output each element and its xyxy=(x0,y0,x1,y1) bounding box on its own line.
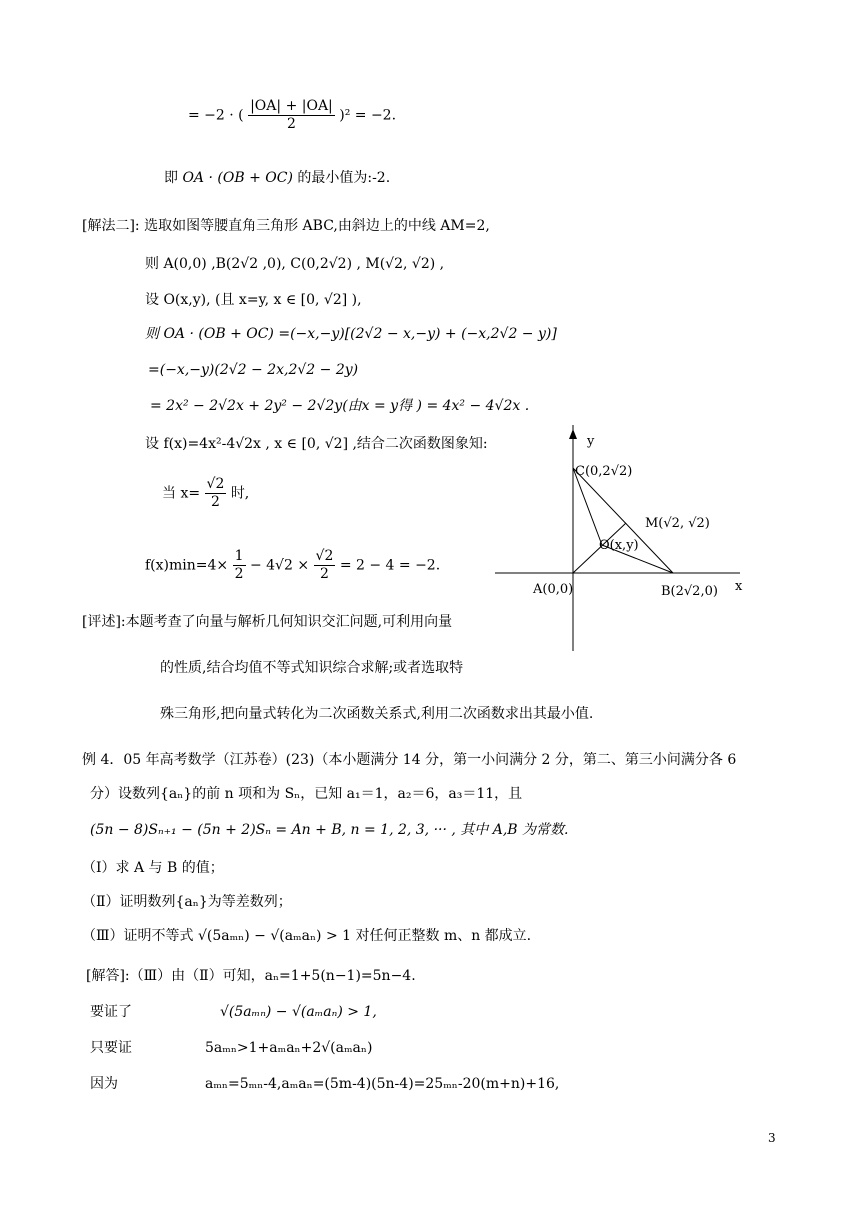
eq1-frac-num: |OA| + |OA| xyxy=(250,98,333,114)
because-expr: aₘₙ=5ₘₙ-4,aₘaₙ=(5m-4)(5n-4)=25ₘₙ-20(m+n)+16, xyxy=(205,1076,560,1092)
comment-line-3: 殊三角形,把向量式转化为二次函数关系式,利用二次函数求出其最小值. xyxy=(160,706,594,722)
l2-prefix: 即 xyxy=(164,170,178,186)
l11-f2-num: √2 xyxy=(315,548,334,564)
example-4-line-2: 分）设数列{aₙ}的前 n 项和为 Sₙ，已知 a₁＝1，a₂＝6，a₃＝11，且 xyxy=(90,786,523,802)
eq1-frac-den: 2 xyxy=(286,115,296,132)
comment-line-1: [评述]:本题考查了向量与解析几何知识交汇问题,可利用向量 xyxy=(82,614,453,630)
coordinates-line: 则 A(0,0) ,B(2√2 ,0), C(0,2√2) , M(√2, √2) , xyxy=(145,256,445,272)
answer-heading: [解答]:（Ⅲ）由（Ⅱ）可知，aₙ=1+5(n−1)=5n−4. xyxy=(86,968,416,984)
l2-expr: OA · (OB + OC) xyxy=(182,170,293,186)
l10-den: 2 xyxy=(210,493,220,510)
l11-fraction-2 xyxy=(314,548,336,583)
prove-label: 要证了 xyxy=(90,1004,132,1020)
method-two-heading: [解法二]: 选取如图等腰直角三角形 ABC,由斜边上的中线 AM=2, xyxy=(82,218,490,234)
triangle-figure xyxy=(495,425,765,655)
y-axis-label: y xyxy=(587,434,595,449)
l11-f1-num: 1 xyxy=(234,548,244,564)
point-o-label: O(x,y) xyxy=(599,538,639,553)
min-value-line xyxy=(164,170,390,187)
l11-tail: = 2 − 4 = −2. xyxy=(339,557,441,574)
fmin-line xyxy=(145,548,440,583)
only-prove-label: 只要证 xyxy=(90,1040,132,1056)
l10-fraction xyxy=(205,476,227,511)
eq1-fraction xyxy=(248,98,335,133)
prove-expr: √(5aₘₙ) − √(aₘaₙ) > 1, xyxy=(220,1004,377,1020)
point-m-label: M(√2, √2) xyxy=(645,516,710,531)
l11-mid: − 4√2 × xyxy=(249,557,310,574)
point-c-label: C(0,2√2) xyxy=(575,464,633,479)
function-definition-line: 设 f(x)=4x²-4√2x , x ∈ [0, √2] ,结合二次函数图象知: xyxy=(145,436,488,452)
equation-line-1 xyxy=(188,98,396,133)
example-4-heading: 例 4．05 年高考数学（江苏卷）(23)（本小题满分 14 分，第一小问满分 2 分，第二、第三小问满分各 6 xyxy=(82,752,737,768)
dot-product-line-2: =(−x,−y)(2√2 − 2x,2√2 − 2y) xyxy=(148,362,359,378)
dot-product-line-3: = 2x² − 2√2x + 2y² − 2√2y(由x = y得 ) = 4x² − 4√2x . xyxy=(150,398,530,414)
part-three: （Ⅲ）证明不等式 √(5aₘₙ) − √(aₘaₙ) > 1 对任何正整数 m、n 都成立. xyxy=(82,928,532,944)
only-prove-expr: 5aₘₙ>1+aₘaₙ+2√(aₘaₙ) xyxy=(205,1040,373,1056)
eq1-prefix: = −2 · ( xyxy=(188,107,244,124)
set-o-line: 设 O(x,y), (且 x=y, x ∈ [0, √2] ), xyxy=(145,292,362,308)
point-b-label: B(2√2,0) xyxy=(661,584,718,599)
part-two: （Ⅱ）证明数列{aₙ}为等差数列； xyxy=(82,894,292,910)
l10-prefix: 当 x= xyxy=(162,485,201,502)
example-4-equation: (5n − 8)Sₙ₊₁ − (5n + 2)Sₙ = An + B, n = 1, 2, 3, ··· , 其中 A,B 为常数. xyxy=(90,822,569,838)
l2-suffix: 的最小值为:-2. xyxy=(297,170,391,186)
comment-line-2: 的性质,结合均值不等式知识综合求解;或者选取特 xyxy=(160,660,464,676)
y-axis-arrow xyxy=(569,429,577,439)
point-a-label: A(0,0) xyxy=(533,582,574,597)
l11-fraction-1 xyxy=(233,548,246,583)
segment-co-line xyxy=(573,468,602,545)
l11-f2-den: 2 xyxy=(319,565,329,582)
l11-prefix: f(x)min=4× xyxy=(145,557,229,574)
x-axis-label: x xyxy=(735,579,743,594)
page-number: 3 xyxy=(768,1131,776,1145)
l10-num: √2 xyxy=(206,476,225,492)
part-one: （Ⅰ）求 A 与 B 的值； xyxy=(82,860,224,876)
dot-product-line-1: 则 OA · (OB + OC) =(−x,−y)[(2√2 − x,−y) + (−x,2√2 − y)] xyxy=(145,326,557,342)
l11-f1-den: 2 xyxy=(234,565,244,582)
eq1-tail: )² = −2. xyxy=(339,107,397,124)
because-label: 因为 xyxy=(90,1076,118,1092)
when-x-line xyxy=(162,476,249,511)
l10-suffix: 时, xyxy=(230,485,250,502)
